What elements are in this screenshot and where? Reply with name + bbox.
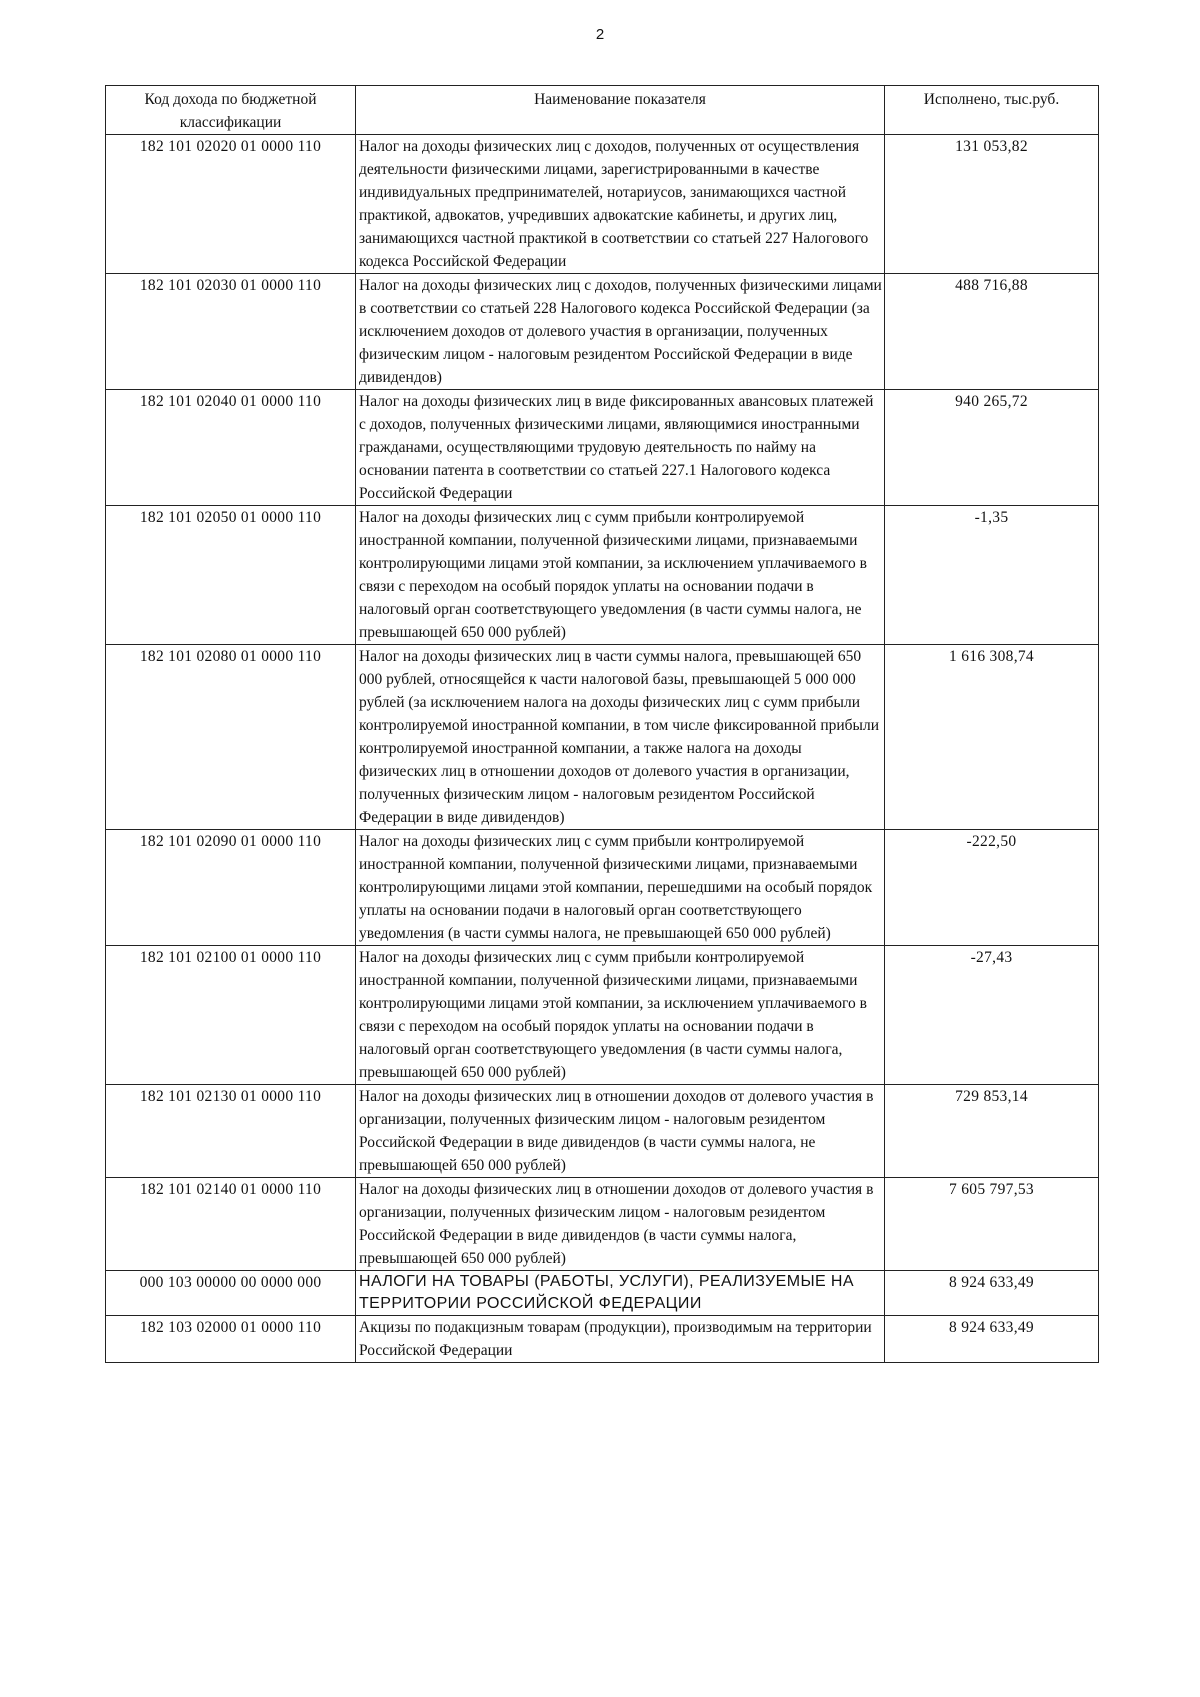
table-row: [106, 946, 1099, 1085]
header-name: Наименование показателя: [356, 86, 885, 135]
table-row: [106, 135, 1099, 274]
row-value: 8 924 633,49: [885, 1271, 1099, 1316]
table-row: [106, 830, 1099, 946]
table-row-section: [106, 1271, 1099, 1316]
revenue-table: [105, 85, 1099, 1363]
row-value: 940 265,72: [885, 390, 1099, 506]
row-code: 182 101 02030 01 0000 110: [106, 274, 356, 390]
row-value: 729 853,14: [885, 1085, 1099, 1178]
row-value: -27,43: [885, 946, 1099, 1085]
row-code: 182 101 02090 01 0000 110: [106, 830, 356, 946]
row-value: 131 053,82: [885, 135, 1099, 274]
row-code: 182 101 02050 01 0000 110: [106, 506, 356, 645]
table-row: [106, 506, 1099, 645]
row-code: 182 101 02100 01 0000 110: [106, 946, 356, 1085]
row-name: Налог на доходы физических лиц в отношении доходов от долевого участия в организации, полученных физическим лицом - налоговым резидентом Российской Федерации в виде дивидендов (в части суммы налога, превышающей 650 000 рублей): [356, 1178, 885, 1271]
table-header-row: [106, 86, 1099, 135]
row-name: Налог на доходы физических лиц с сумм прибыли контролируемой иностранной компании, полученной физическими лицами, признаваемыми контролирующими лицами этой компании, за исключением уплачиваемого в связи с переходом на особый порядок уплаты на основании подачи в налоговый орган соответствующего уведомления (в части суммы налога, превышающей 650 000 рублей): [356, 946, 885, 1085]
table-row: [106, 1085, 1099, 1178]
row-code: 000 103 00000 00 0000 000: [106, 1271, 356, 1316]
row-value: -222,50: [885, 830, 1099, 946]
row-name: Налог на доходы физических лиц с сумм прибыли контролируемой иностранной компании, полученной физическими лицами, признаваемыми контролирующими лицами этой компании, перешедшими на особый порядок уплаты на основании подачи в налоговый орган соответствующего уведомления (в части суммы налога, не превышающей 650 000 рублей): [356, 830, 885, 946]
row-name: Налог на доходы физических лиц в отношении доходов от долевого участия в организации, полученных физическим лицом - налоговым резидентом Российской Федерации в виде дивидендов (в части суммы налога, не превышающей 650 000 рублей): [356, 1085, 885, 1178]
row-code: 182 101 02130 01 0000 110: [106, 1085, 356, 1178]
row-name: Налог на доходы физических лиц в виде фиксированных авансовых платежей с доходов, полученных физическими лицами, являющимися иностранными гражданами, осуществляющими трудовую деятельность по найму на основании патента в соответствии со статьей 227.1 Налогового кодекса Российской Федерации: [356, 390, 885, 506]
page-number: 2: [595, 26, 605, 43]
table-row: [106, 1316, 1099, 1363]
row-code: 182 103 02000 01 0000 110: [106, 1316, 356, 1363]
row-code: 182 101 02080 01 0000 110: [106, 645, 356, 830]
row-code: 182 101 02020 01 0000 110: [106, 135, 356, 274]
header-value: Исполнено, тыс.руб.: [885, 86, 1099, 135]
row-name: НАЛОГИ НА ТОВАРЫ (РАБОТЫ, УСЛУГИ), РЕАЛИЗУЕМЫЕ НА ТЕРРИТОРИИ РОССИЙСКОЙ ФЕДЕРАЦИИ: [356, 1271, 885, 1316]
row-value: 7 605 797,53: [885, 1178, 1099, 1271]
row-name: Акцизы по подакцизным товарам (продукции), производимым на территории Российской Федерации: [356, 1316, 885, 1363]
header-code: Код дохода по бюджетной классификации: [106, 86, 356, 135]
row-value: 488 716,88: [885, 274, 1099, 390]
row-value: 8 924 633,49: [885, 1316, 1099, 1363]
row-name: Налог на доходы физических лиц в части суммы налога, превышающей 650 000 рублей, относящейся к части налоговой базы, превышающей 5 000 000 рублей (за исключением налога на доходы физических лиц с сумм прибыли контролируемой иностранной компании, в том числе фиксированной прибыли контролируемой иностранной компании, а также налога на доходы физических лиц в отношении доходов от долевого участия в организации, полученных физическим лицом - налоговым резидентом Российской Федерации в виде дивидендов): [356, 645, 885, 830]
row-code: 182 101 02040 01 0000 110: [106, 390, 356, 506]
table-row: [106, 390, 1099, 506]
row-code: 182 101 02140 01 0000 110: [106, 1178, 356, 1271]
row-name: Налог на доходы физических лиц с сумм прибыли контролируемой иностранной компании, полученной физическими лицами, признаваемыми контролирующими лицами этой компании, за исключением уплачиваемого в связи с переходом на особый порядок уплаты на основании подачи в налоговый орган соответствующего уведомления (в части суммы налога, не превышающей 650 000 рублей): [356, 506, 885, 645]
row-value: 1 616 308,74: [885, 645, 1099, 830]
row-value: -1,35: [885, 506, 1099, 645]
row-name: Налог на доходы физических лиц с доходов, полученных физическими лицами в соответствии со статьей 228 Налогового кодекса Российской Федерации (за исключением доходов от долевого участия в организации, полученных физическим лицом - налоговым резидентом Российской Федерации в виде дивидендов): [356, 274, 885, 390]
row-name: Налог на доходы физических лиц с доходов, полученных от осуществления деятельности физическими лицами, зарегистрированными в качестве индивидуальных предпринимателей, нотариусов, занимающихся частной практикой, адвокатов, учредивших адвокатские кабинеты, и других лиц, занимающихся частной практикой в соответствии со статьей 227 Налогового кодекса Российской Федерации: [356, 135, 885, 274]
table-row: [106, 1178, 1099, 1271]
table-row: [106, 645, 1099, 830]
table-row: [106, 274, 1099, 390]
